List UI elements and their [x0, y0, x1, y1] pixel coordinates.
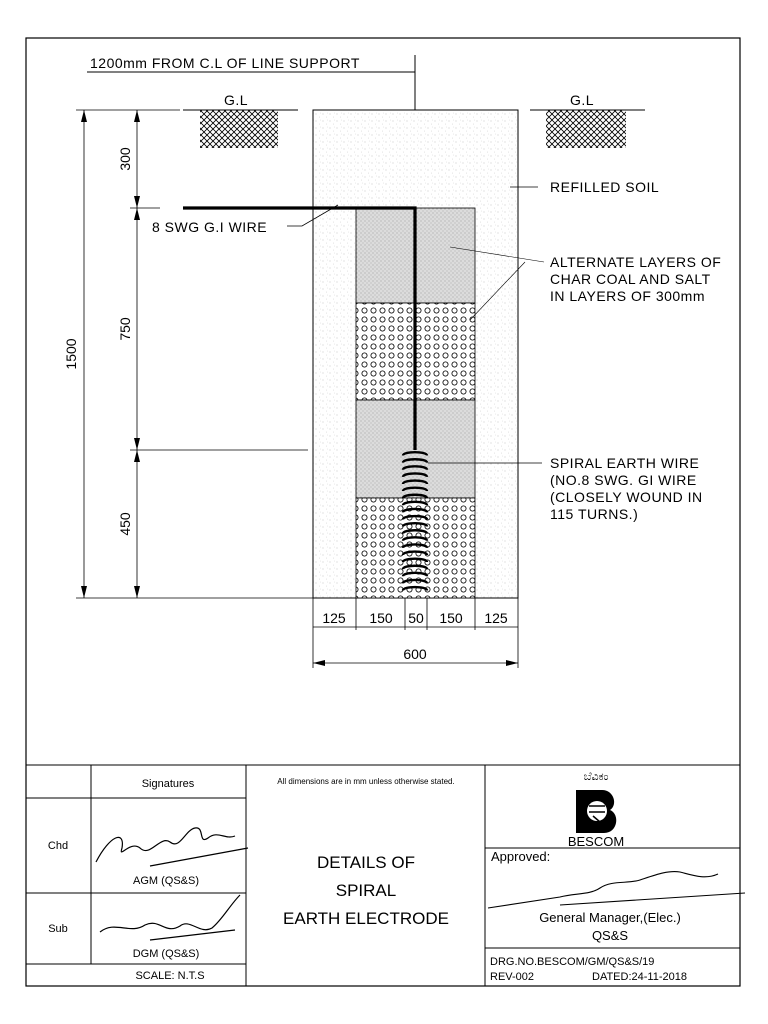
chd-role: AGM (QS&S): [132, 875, 200, 887]
label-spiral-1: SPIRAL EARTH WIRE: [550, 455, 700, 471]
label-gi-wire: 8 SWG G.I WIRE: [152, 219, 268, 235]
label-layers-3: IN LAYERS OF 300mm: [550, 288, 706, 304]
dim-width-2: 150: [369, 610, 393, 626]
dim-width-4: 150: [439, 610, 463, 626]
title-line-3: EARTH ELECTRODE: [283, 909, 449, 928]
label-spiral-3: (CLOSELY WOUND IN: [550, 489, 703, 505]
approver-dept: QS&S: [591, 928, 629, 943]
top-label: 1200mm FROM C.L OF LINE SUPPORT: [90, 55, 360, 71]
ground-level-right: G.L: [570, 92, 595, 108]
label-spiral-2: (NO.8 SWG. GI WIRE: [550, 472, 697, 488]
scale-label: SCALE: N.T.S: [135, 970, 205, 982]
layer-salt-2: [356, 498, 475, 598]
date: DATED:24-11-2018: [592, 971, 687, 983]
company-name: BESCOM: [567, 834, 625, 849]
dim-middle-depth: 750: [117, 317, 133, 341]
ground-hatch-left: [200, 110, 278, 148]
dim-total-width: 600: [403, 646, 427, 662]
approved-label: Approved:: [491, 849, 551, 864]
chd-label: Chd: [47, 840, 69, 852]
dimension-note: All dimensions are in mm unless otherwise stated.: [277, 777, 455, 786]
revision: REV-002: [490, 971, 535, 983]
signature-dgm: [100, 895, 240, 940]
label-layers-2: CHAR COAL AND SALT: [550, 271, 711, 287]
label-spiral-4: 115 TURNS.): [550, 506, 639, 522]
signature-agm: [96, 828, 248, 866]
title-line-2: SPIRAL: [335, 881, 397, 900]
dim-width-1: 125: [322, 610, 346, 626]
dim-total-depth: 1500: [63, 338, 79, 370]
logo-text: ಬೆವಿಕಂ: [583, 771, 609, 783]
title-line-1: DETAILS OF: [317, 853, 415, 872]
approver-title: General Manager,(Elec.): [539, 910, 681, 925]
sub-role: DGM (QS&S): [132, 948, 200, 960]
sub-label: Sub: [48, 923, 68, 935]
label-refilled-soil: REFILLED SOIL: [550, 179, 660, 195]
label-layers-1: ALTERNATE LAYERS OF: [550, 254, 722, 270]
dim-width-3: 50: [408, 610, 424, 626]
dim-top-depth: 300: [117, 147, 133, 171]
ground-hatch-right: [546, 110, 626, 148]
signature-gm: [488, 872, 745, 908]
dim-width-5: 125: [484, 610, 508, 626]
dim-bottom-depth: 450: [117, 512, 133, 536]
bescom-logo-icon: [576, 790, 616, 833]
signatures-header: Signatures: [141, 778, 195, 790]
drawing-number: DRG.NO.BESCOM/GM/QS&S/19: [490, 956, 655, 968]
ground-level-left: G.L: [224, 92, 249, 108]
